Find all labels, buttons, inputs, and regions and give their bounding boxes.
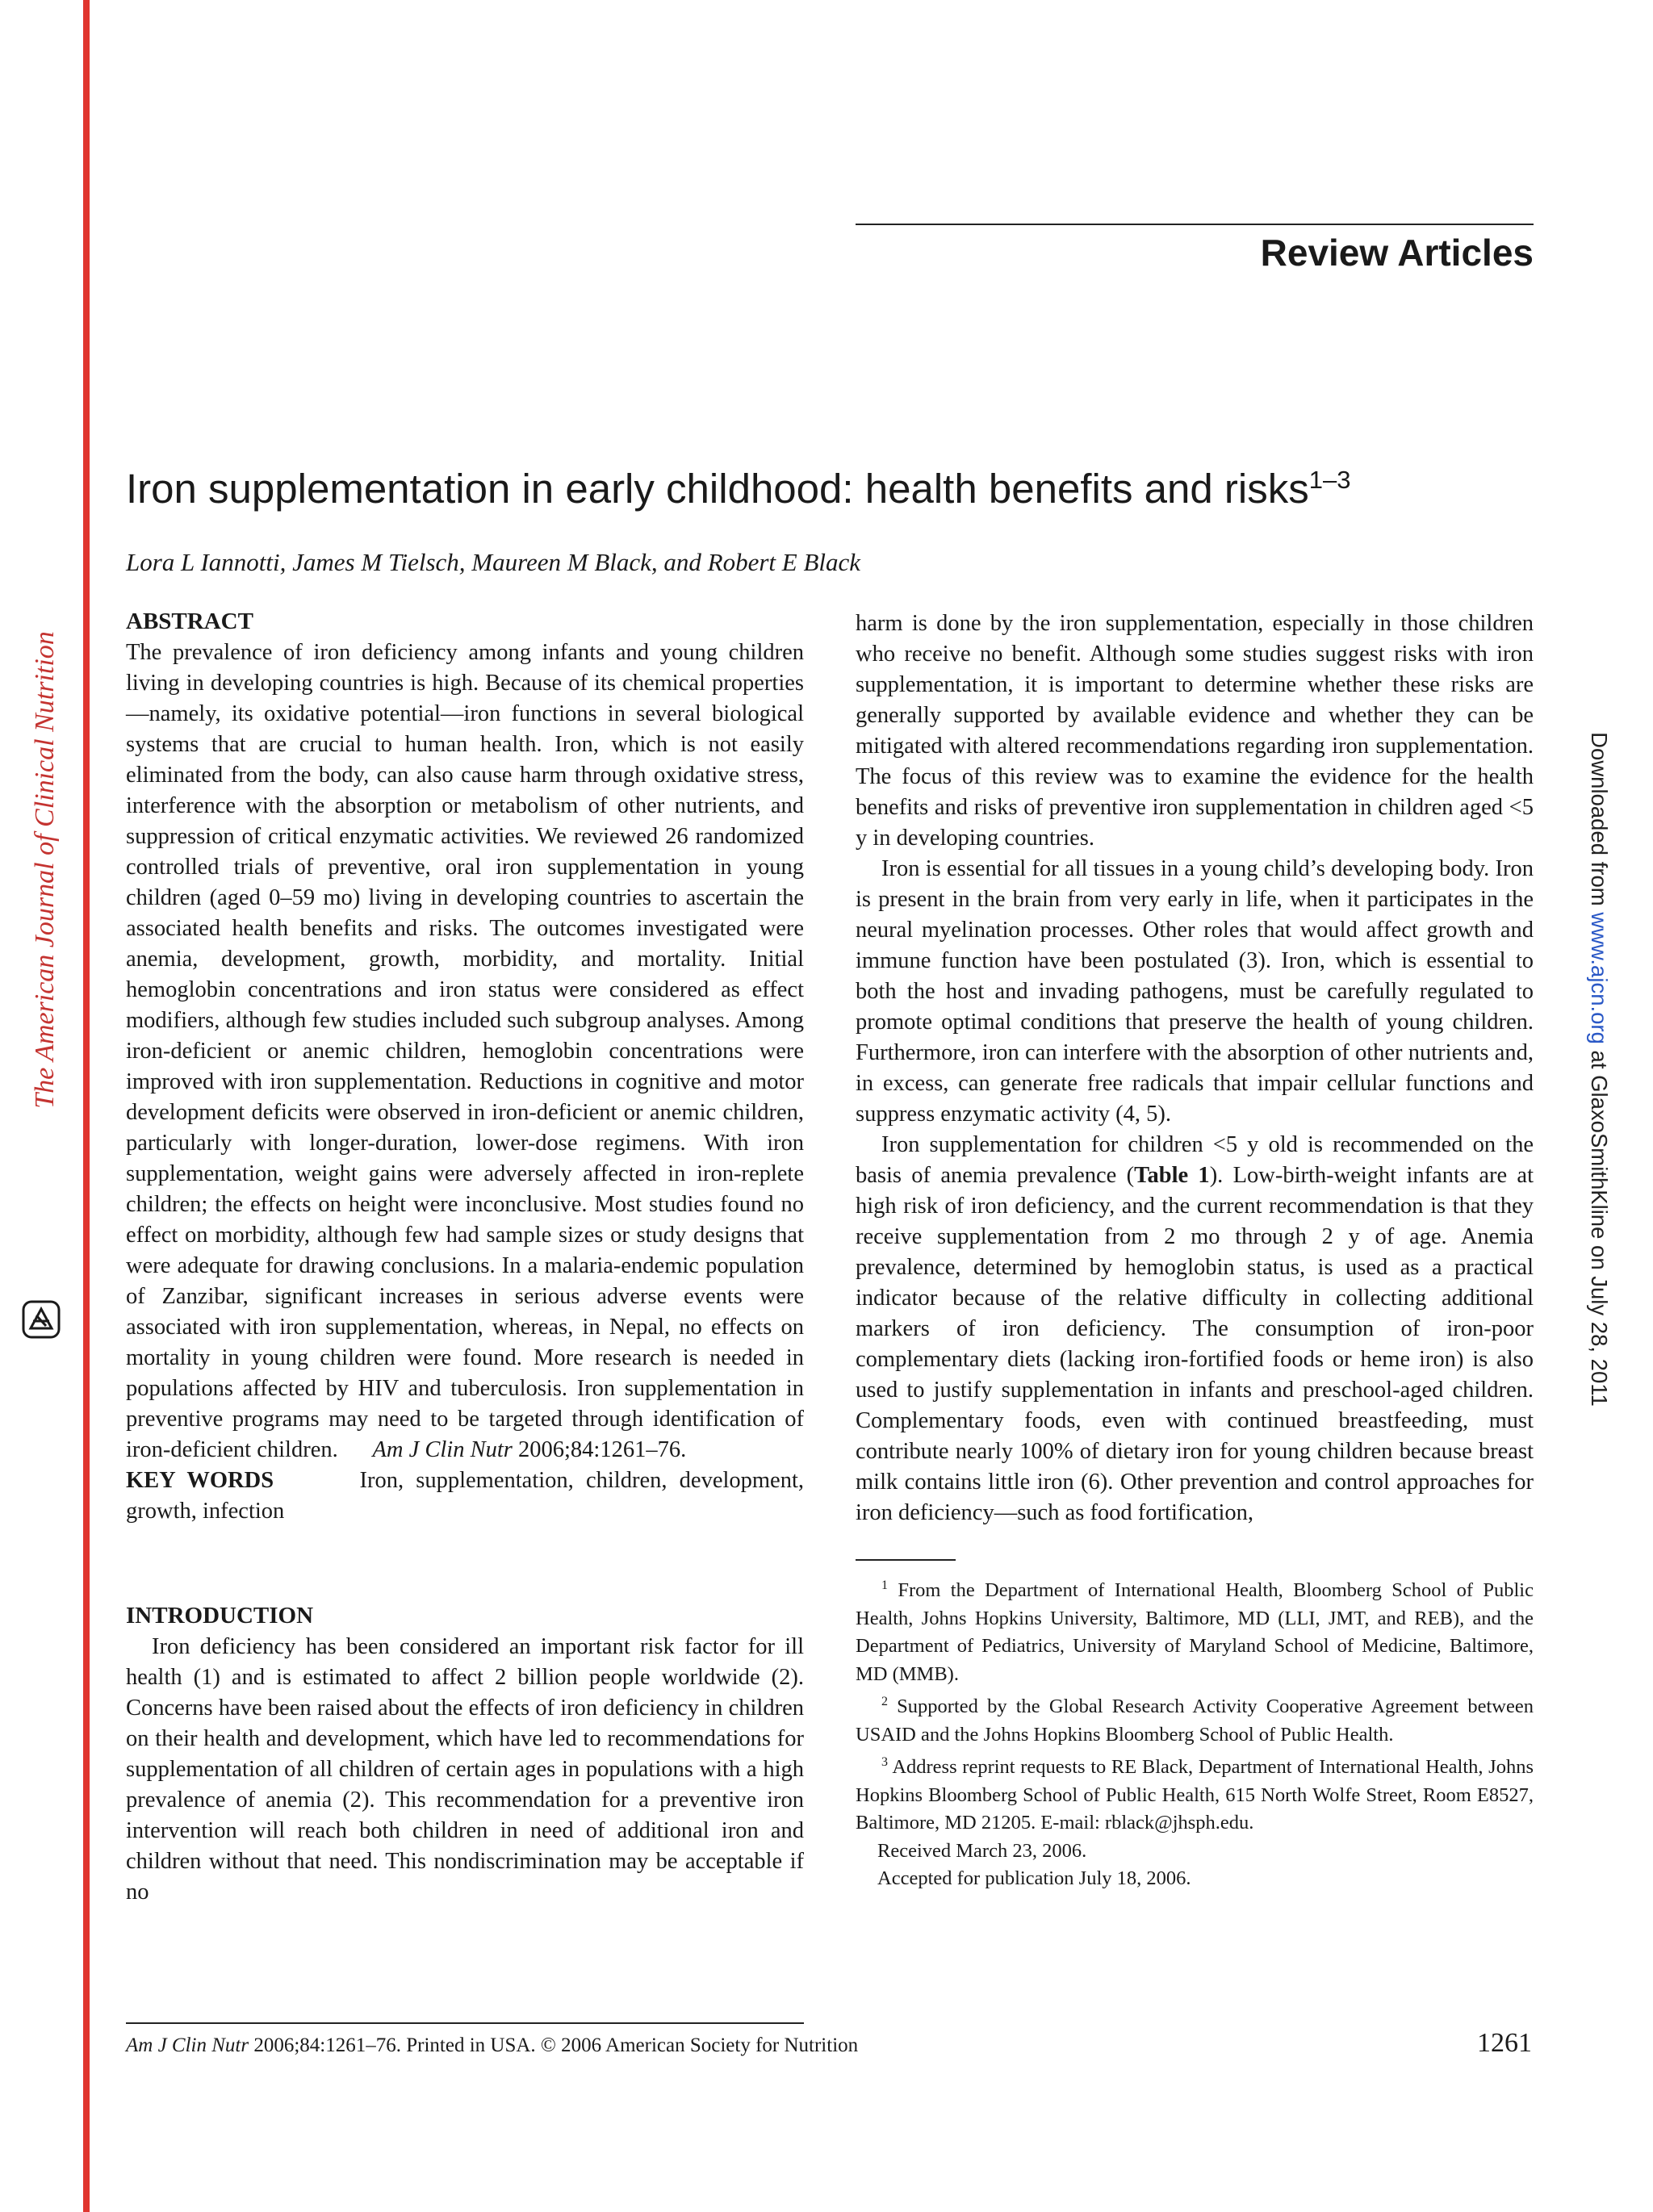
abstract-heading: ABSTRACT [126, 608, 253, 634]
introduction-paragraph-1-continued: harm is done by the iron supplementation, especially in those children who receive no benefit. Although some studies suggest risks with iron supplementation, it is important to determine whether these risks are generally supported by available evidence and whether they can be mitigated with altered recommendations regarding iron supplementation. The focus of this review was to examine the evidence for the health benefits and risks of preventive iron supplementation in children aged <5 y in developing countries. [856, 611, 1534, 851]
footnotes [856, 1572, 1534, 1893]
download-prefix: Downloaded from [1587, 732, 1612, 913]
footnote-1-marker: 1 [881, 1579, 888, 1592]
footer-journal: Am J Clin Nutr [126, 2034, 249, 2056]
paragraph-3-end: ). Low-birth-weight infants are at high risk of iron deficiency, and the current recommendation is that they receive supplementation from 2 mo through 2 y of age. Anemia prevalence, determined by hemoglobin status, is used as a practical indicator because of the relative difficulty in collecting additional markers of iron deficiency. The consumption of iron-poor complementary diets (lacking iron-fortified foods or heme iron) is also used to justify supplementation in infants and preschool-aged children. Complementary foods, even with continued breastfeeding, must contribute nearly 100% of dietary iron for young children because breast milk contains little iron (6). Other prevention and control approaches for iron deficiency—such as food fortification, [856, 1163, 1534, 1525]
footnote-2-text: Supported by the Global Research Activity Cooperative Agreement between USAID and the Johns Hopkins Bloomberg School of Public Health. [856, 1696, 1534, 1746]
footnote-3-marker: 3 [881, 1755, 888, 1770]
download-notice-vertical [1583, 690, 1615, 1449]
footnote-1 [856, 1572, 1534, 1688]
article-title-text: Iron supplementation in early childhood: health benefits and risks [126, 466, 1309, 512]
abstract-text: The prevalence of iron deficiency among infants and young children living in developing countries is high. Because of its chemical properties—namely, its oxidative potential—iron functions in several biological systems that are crucial to human health. Iron, which is not easily eliminated from the body, can also cause harm through oxidative stress, interference with the absorption or metabolism of other nutrients, and suppression of critical enzymatic activities. We reviewed 26 randomized controlled trials of preventive, oral iron supplementation in young children (aged 0–59 mo) living in developing countries to ascertain the associated health benefits and risks. The outcomes investigated were anemia, development, growth, morbidity, and mortality. Initial hemoglobin concentrations and iron status were considered as effect modifiers, although few studies included such subgroup analyses. Among iron-deficient or anemic children, hemoglobin concentrations were improved with iron supplementation. Reductions in cognitive and motor development deficits were observed in iron-deficient or anemic children, particularly with longer-duration, lower-dose regimens. With iron supplementation, weight gains were adversely affected in iron-replete children; the effects on height were inconclusive. Most studies found no effect on morbidity, although few had sample sizes or study designs that were adequate for drawing conclusions. In a malaria-endemic population of Zanzibar, significant increases in serious adverse events were associated with iron supplementation, whereas, in Nepal, no effects on mortality in young children were found. More research is needed in populations affected by HIV and tuberculosis. Iron supplementation in preventive programs may need to be targeted through identification of iron-deficient children. [126, 640, 804, 1462]
abstract-body [126, 638, 804, 1466]
download-link[interactable]: www.ajcn.org [1587, 912, 1612, 1044]
journal-logo-icon [21, 1299, 61, 1340]
article-title [126, 457, 1546, 521]
footnote-3-text: Address reprint requests to RE Black, Department of International Health, Johns Hopkins Bloomberg School of Public Health, 615 North Wolfe Street, Room E8527, Baltimore, MD 21205. E-mail: rblack@jhsph.edu. [856, 1756, 1534, 1834]
footnote-3 [856, 1749, 1534, 1838]
footer-details: 2006;84:1261–76. Printed in USA. © 2006 American Society for Nutrition [249, 2034, 859, 2056]
journal-name-vertical: The American Journal of Clinical Nutrition [30, 631, 60, 1109]
header-rule [856, 224, 1534, 225]
introduction-paragraph-2: Iron is essential for all tissues in a young child’s developing body. Iron is present in the brain from very early in life, when it participates in the neural myelination processes. Other roles that would affect growth and immune function have been postulated (3). Iron, which is essential to both the host and invading pathogens, must be carefully regulated to promote optimal conditions that preserve the health of young children. Furthermore, iron can interfere with the absorption of other nutrients and, in excess, can generate free radicals that impair cellular functions and suppress enzymatic activity (4, 5). [856, 856, 1534, 1127]
paragraph-3-start: Iron supplementation for children <5 y old is recommended on the basis of anemia prevalence ( [856, 1132, 1534, 1188]
footnote-1-text: From the Department of International Health, Bloomberg School of Public Health, Johns Hopkins University, Baltimore, MD (LLI, JMT, and REB), and the Department of Pediatrics, University of Maryland School of Medicine, Baltimore, MD (MMB). [856, 1579, 1534, 1685]
received-date: Received March 23, 2006. [877, 1839, 1087, 1862]
footer-rule [126, 2022, 804, 2024]
keywords-text: Iron, supplementation, children, development, growth, infection [126, 1468, 805, 1524]
keywords-block [126, 1466, 804, 1527]
introduction-heading: INTRODUCTION [126, 1603, 314, 1629]
keywords-heading: KEY WORDS [126, 1468, 274, 1493]
footnote-rule [856, 1559, 956, 1561]
section-label: Review Articles [1260, 232, 1534, 274]
abstract-citation-journal: Am J Clin Nutr [372, 1437, 513, 1462]
table-1-reference[interactable]: Table 1 [1134, 1163, 1210, 1188]
accepted-date: Accepted for publication July 18, 2006. [877, 1867, 1191, 1890]
download-suffix: at GlaxoSmithKline on July 28, 2011 [1587, 1043, 1612, 1407]
left-column [126, 605, 804, 1908]
footnote-2 [856, 1688, 1534, 1749]
footer-citation [126, 2030, 858, 2061]
abstract-citation-rest: 2006;84:1261–76. [512, 1437, 687, 1462]
journal-margin-bar [83, 0, 90, 2212]
title-footnote-ref: 1–3 [1308, 466, 1351, 494]
footnote-2-marker: 2 [881, 1695, 888, 1709]
introduction-paragraph-3 [856, 1130, 1534, 1528]
introduction-paragraph-1: Iron deficiency has been considered an important risk factor for ill health (1) and is estimated to affect 2 billion people worldwide (2). Concerns have been raised about the effects of iron deficiency in children on their health and development, which have led to recommendations for supplementation of all children of certain ages in populations with a high prevalence of anemia (2). This recommendation for a preventive iron intervention will reach both children in need of additional iron and children without that need. This nondiscrimination may be acceptable if no [126, 1634, 804, 1905]
author-list: Lora L Iannotti, James M Tielsch, Maureen M Black, and Robert E Black [126, 548, 861, 576]
right-column [856, 608, 1534, 1893]
page-number: 1261 [1477, 2028, 1532, 2058]
